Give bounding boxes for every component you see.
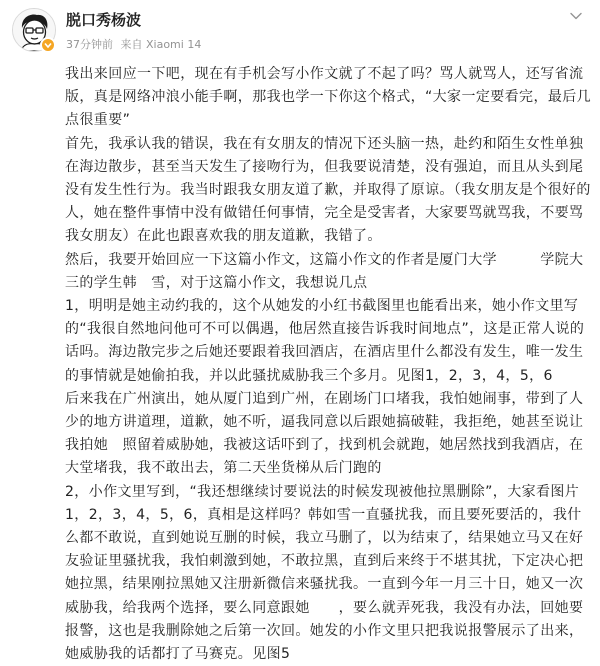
post-paragraph: 然后，我要开始回应一下这篇小作文，这篇小作文的作者是厦门大学 学院大三的学生韩 雪，对于这篇小作文，我想说几点: [65, 251, 584, 291]
post-paragraph: 后来我在广州演出，她从厦门追到广州，在剧场门口堵我，我怕她闹事，带到了人少的地方讲道理，道歉，她不听，逼我同意以后跟她搞破鞋，我拒绝，她甚至说让我拍她 照留着威胁她，我被这话吓到了，找到机会就跑，她居然找到我酒店，在大堂堵我，我不敢出去，第二天坐货梯从后门跑的: [65, 390, 584, 477]
post-paragraph: 1，明明是她主动约我的，这个从她发的小红书截图里也能看出来，她小作文里写的“我很自然地问他可不可以偶遇，他居然直接告诉我时间地点”，这是正常人说的话吗。海边散完步之后她还要跟着我回酒店，在酒店里什么都没有发生，唯一发生的事情就是她偷拍我，并以此骚扰威胁我三个多月。见图1，2，3，4，5，6: [65, 298, 585, 384]
post-paragraph: 首先，我承认我的错误，我在有女朋友的情况下还头脑一热，赴约和陌生女性单独在海边散步，甚至当天发生了接吻行为，但我要说清楚，没有强迫，而且从头到尾没有发生性行为。我当时跟我女朋友道了歉，并取得了原谅。（我女朋友是个很好的人，她在整件事情中没有做错任何事情，完全是受害者，大家要骂就骂我，不要骂我女朋友）在此也跟喜欢我的朋友道歉，我错了。: [65, 135, 591, 245]
author-name[interactable]: 脱口秀杨波: [66, 11, 142, 29]
post-meta: [66, 36, 205, 52]
post-paragraph: 我出来回应一下吧，现在有手机会写小作文就了不起了吗？骂人就骂人，还写省流版，真是网络冲浪小能手啊，那我也学一下你这个格式，“大家一定要看完，最后几点很重要”: [65, 66, 592, 129]
post-source: 来自 Xiaomi 14: [120, 38, 202, 51]
verified-badge-icon: [40, 37, 56, 53]
chevron-down-icon: [566, 6, 586, 26]
post-paragraph: 2，小作文里写到，“我还想继续讨要说法的时候发现被他拉黑删除”，大家看图片1，2，3，4，5，6，真相是这样吗？韩如雪一直骚扰我，而且要死要活的，我什么都不敢说，直到她说互删的时候，我立马删了，以为结束了，结果她立马又在好友验证里骚扰我，我怕刺激到她，不敢拉黑，直到后来终于不堪其扰，下定决心把她拉黑，结果刚拉黑她又注册新微信来骚扰我。一直到今年一月三十日，她又一次威胁我，给我两个选择，要么同意跟她 ，要么就弄死我，我没有办法，回她要报警，这也是我删除她之后第一次回。她发的小作文里只把我说报警展示了出来，她威胁我的话都打了马赛克。见图5: [65, 483, 584, 663]
post-header: [0, 0, 600, 64]
post-time: 37分钟前: [66, 38, 113, 51]
post-body: [65, 63, 592, 666]
more-button[interactable]: [566, 6, 586, 26]
